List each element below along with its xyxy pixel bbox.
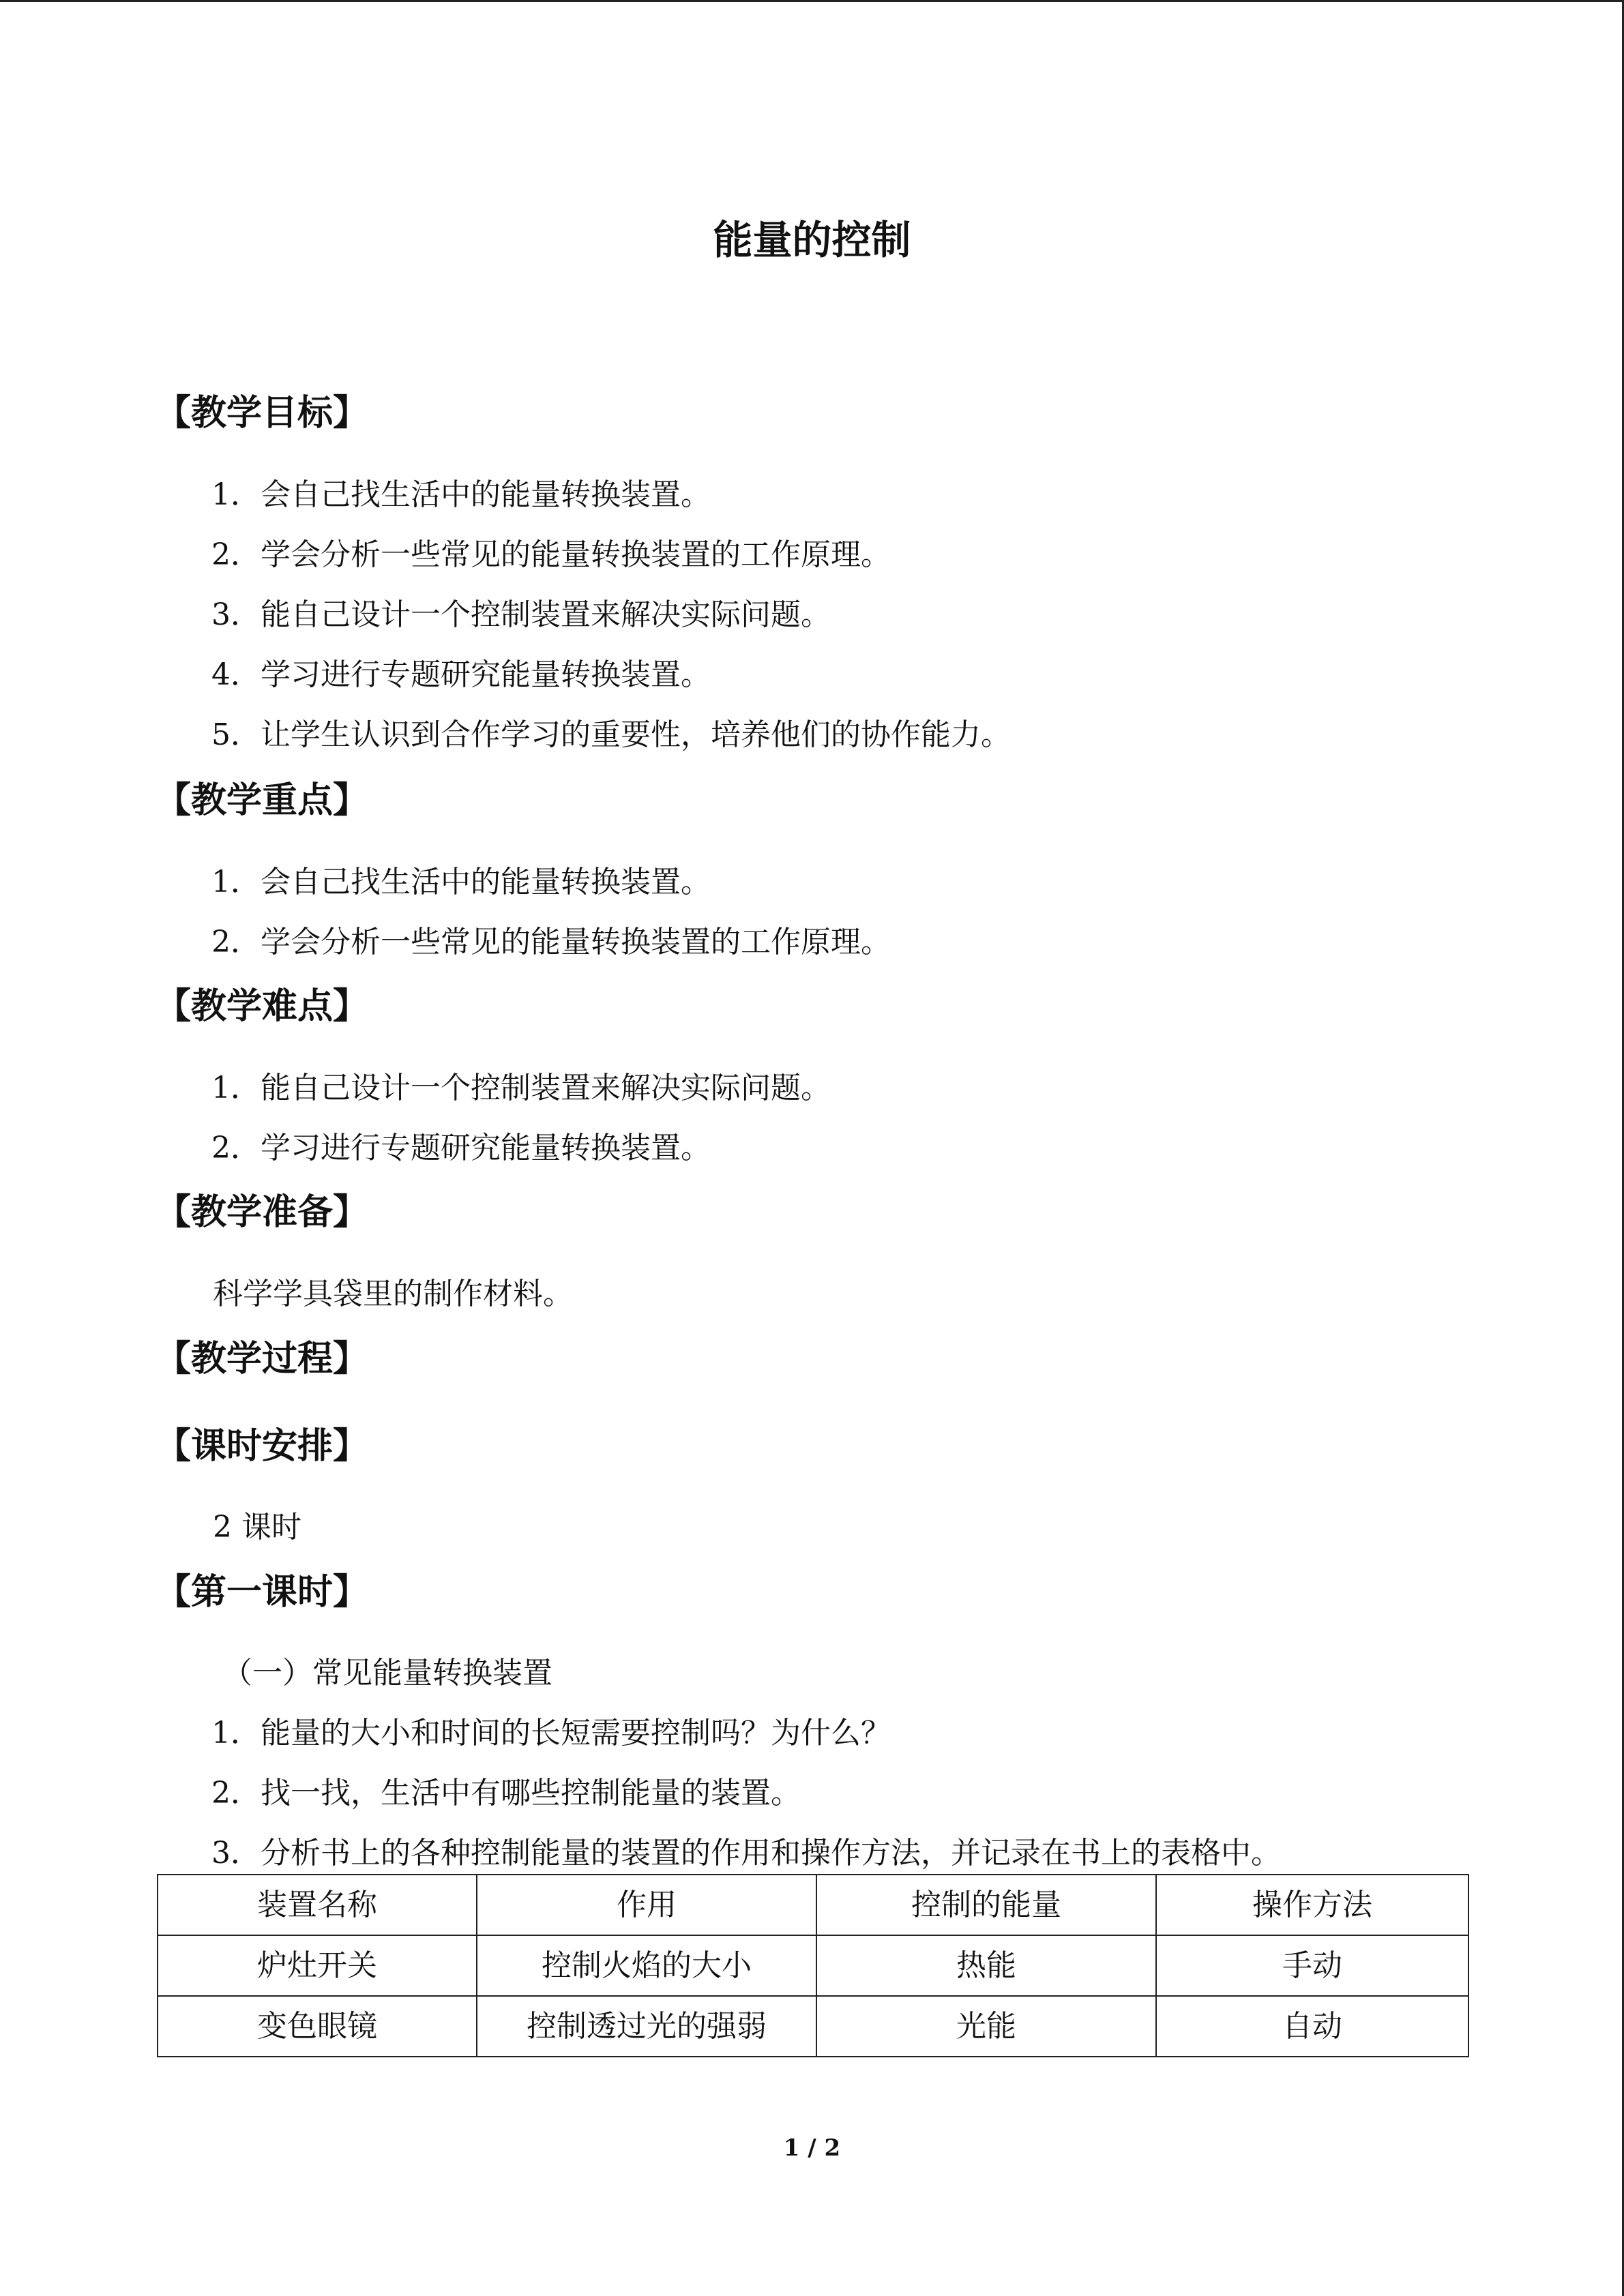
first-lesson-item-3: 3．分析书上的各种控制能量的装置的作用和操作方法，并记录在书上的表格中。: [211, 1836, 1281, 1870]
first-lesson-item-1: 1．能量的大小和时间的长短需要控制吗？为什么？: [211, 1716, 891, 1750]
table-cell: 变色眼镜: [158, 1996, 477, 2057]
page-top-border: [0, 0, 1624, 2]
heading-key-points: 【教学重点】: [156, 780, 369, 821]
table-header-cell: 操作方法: [1156, 1875, 1468, 1935]
first-lesson-subheading: （一）常见能量转换装置: [222, 1656, 552, 1690]
heading-difficulties: 【教学难点】: [156, 986, 369, 1027]
difficulty-item-1: 1．能自己设计一个控制装置来解决实际问题。: [211, 1071, 831, 1105]
objective-item-3: 3．能自己设计一个控制装置来解决实际问题。: [211, 597, 831, 632]
heading-first-lesson: 【第一课时】: [156, 1572, 369, 1613]
table-cell: 热能: [816, 1935, 1156, 1996]
heading-objectives: 【教学目标】: [156, 393, 369, 434]
table-row: [158, 1996, 1468, 2057]
table-cell: 控制透过光的强弱: [477, 1996, 816, 2057]
objective-item-5: 5．让学生认识到合作学习的重要性，培养他们的协作能力。: [211, 717, 1011, 752]
table-header-cell: 作用: [477, 1875, 816, 1935]
heading-preparation: 【教学准备】: [156, 1192, 369, 1233]
key-point-item-1: 1．会自己找生活中的能量转换装置。: [211, 865, 711, 899]
objective-item-1: 1．会自己找生活中的能量转换装置。: [211, 477, 711, 512]
table-cell: 光能: [816, 1996, 1156, 2057]
table-header-cell: 装置名称: [158, 1875, 477, 1935]
objective-item-4: 4．学习进行专题研究能量转换装置。: [211, 657, 711, 692]
table-cell: 手动: [1156, 1935, 1468, 1996]
table-cell: 控制火焰的大小: [477, 1935, 816, 1996]
key-point-item-2: 2．学会分析一些常见的能量转换装置的工作原理。: [211, 925, 891, 959]
schedule-text: 2 课时: [213, 1510, 301, 1545]
heading-process: 【教学过程】: [156, 1339, 369, 1380]
device-table: [157, 1874, 1469, 2057]
table-row: [158, 1935, 1468, 1996]
preparation-text: 科学学具袋里的制作材料。: [213, 1277, 573, 1311]
page-number: 1 / 2: [783, 2134, 841, 2162]
heading-schedule: 【课时安排】: [156, 1426, 369, 1467]
table-cell: 自动: [1156, 1996, 1468, 2057]
difficulty-item-2: 2．学习进行专题研究能量转换装置。: [211, 1131, 711, 1165]
table-header-row: [158, 1875, 1468, 1935]
objective-item-2: 2．学会分析一些常见的能量转换装置的工作原理。: [211, 537, 891, 572]
first-lesson-item-2: 2．找一找，生活中有哪些控制能量的装置。: [211, 1776, 801, 1810]
table-header-cell: 控制的能量: [816, 1875, 1156, 1935]
page-title: 能量的控制: [713, 217, 911, 263]
table-cell: 炉灶开关: [158, 1935, 477, 1996]
